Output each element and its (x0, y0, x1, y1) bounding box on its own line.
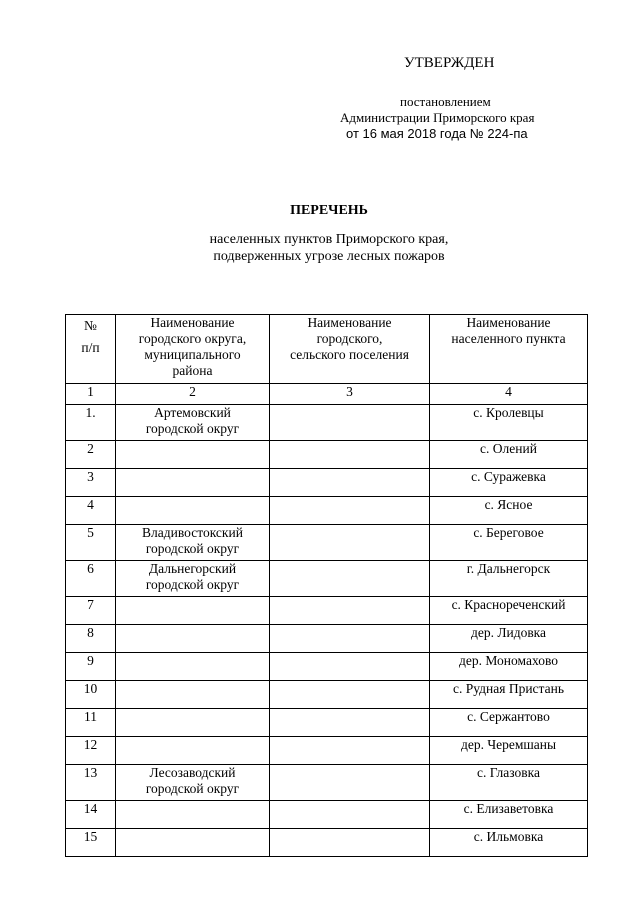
header-place (430, 315, 588, 384)
district-name-line: Дальнегорский (148, 561, 237, 576)
header-line: городского, (316, 331, 383, 346)
district-cell (116, 829, 270, 857)
district-name-line: Лесозаводский (149, 765, 236, 780)
table-row (66, 525, 588, 561)
settlement-cell (270, 653, 430, 681)
district-name-line: Артемовский (154, 405, 231, 420)
header-line: п/п (81, 340, 100, 355)
table-row (66, 801, 588, 829)
district-cell (116, 441, 270, 469)
place-cell: с. Ильмовка (430, 829, 588, 857)
district-name-line: Владивостокский (142, 525, 243, 540)
district-cell (116, 709, 270, 737)
header-district (116, 315, 270, 384)
table-row (66, 497, 588, 525)
settlement-cell (270, 681, 430, 709)
district-cell (116, 801, 270, 829)
header-line: сельского поселения (290, 347, 409, 362)
column-number: 1 (66, 384, 116, 405)
approved-stamp: УТВЕРЖДЕН (404, 55, 495, 71)
district-name-line: городской округ (145, 541, 240, 556)
settlement-cell (270, 709, 430, 737)
table-row (66, 625, 588, 653)
district-cell (116, 597, 270, 625)
place-cell: дер. Мономахово (430, 653, 588, 681)
place-cell: г. Дальнегорск (430, 561, 588, 597)
place-cell: дер. Лидовка (430, 625, 588, 653)
row-number: 4 (66, 497, 116, 525)
table-body (66, 405, 588, 857)
table-header-row (66, 315, 588, 384)
place-cell: с. Кролевцы (430, 405, 588, 441)
header-line: района (172, 363, 213, 378)
district-cell (116, 497, 270, 525)
column-number: 3 (270, 384, 430, 405)
place-cell: с. Краснореченский (430, 597, 588, 625)
document-subtitle-line-1: населенных пунктов Приморского края, (209, 232, 449, 247)
header-line: Наименование (307, 315, 392, 330)
district-cell (116, 625, 270, 653)
table-row (66, 709, 588, 737)
settlement-cell (270, 597, 430, 625)
place-cell: с. Глазовка (430, 765, 588, 801)
header-line: Наименование (466, 315, 551, 330)
column-number: 4 (430, 384, 588, 405)
row-number: 5 (66, 525, 116, 561)
district-name-line: городской округ (145, 421, 240, 436)
header-settlement (270, 315, 430, 384)
column-number-row (66, 384, 588, 405)
table-row (66, 829, 588, 857)
table-row (66, 561, 588, 597)
header-line: Наименование (150, 315, 235, 330)
row-number: 15 (66, 829, 116, 857)
table-row (66, 653, 588, 681)
place-cell: с. Суражевка (430, 469, 588, 497)
table-row (66, 765, 588, 801)
settlement-cell (270, 801, 430, 829)
row-number: 13 (66, 765, 116, 801)
place-cell: с. Рудная Пристань (430, 681, 588, 709)
district-cell (116, 561, 270, 597)
header-line: населенного пункта (451, 331, 566, 346)
place-cell: с. Елизаветовка (430, 801, 588, 829)
district-cell (116, 469, 270, 497)
settlement-cell (270, 497, 430, 525)
place-cell: дер. Черемшаны (430, 737, 588, 765)
settlement-cell (270, 829, 430, 857)
settlement-cell (270, 625, 430, 653)
place-cell: с. Олений (430, 441, 588, 469)
row-number: 14 (66, 801, 116, 829)
header-line: № (84, 318, 97, 333)
table-row (66, 681, 588, 709)
district-cell (116, 737, 270, 765)
header-line: муниципального (144, 347, 241, 362)
header-number (66, 315, 116, 384)
administration-line: Администрации Приморского края (340, 110, 535, 125)
district-cell (116, 405, 270, 441)
settlement-cell (270, 405, 430, 441)
column-number: 2 (116, 384, 270, 405)
row-number: 9 (66, 653, 116, 681)
row-number: 11 (66, 709, 116, 737)
settlement-cell (270, 765, 430, 801)
place-cell: с. Сержантово (430, 709, 588, 737)
header-line: городского округа, (138, 331, 247, 346)
row-number: 12 (66, 737, 116, 765)
settlements-table (65, 314, 588, 857)
row-number: 8 (66, 625, 116, 653)
row-number: 7 (66, 597, 116, 625)
row-number: 10 (66, 681, 116, 709)
table-row (66, 441, 588, 469)
district-cell (116, 681, 270, 709)
table-row (66, 405, 588, 441)
district-cell (116, 765, 270, 801)
settlement-cell (270, 441, 430, 469)
district-cell (116, 525, 270, 561)
document-title: ПЕРЕЧЕНЬ (290, 203, 368, 218)
row-number: 3 (66, 469, 116, 497)
district-cell (116, 653, 270, 681)
row-number: 2 (66, 441, 116, 469)
by-decree-line: постановлением (400, 94, 491, 109)
district-name-line: городской округ (145, 577, 240, 592)
settlement-cell (270, 469, 430, 497)
decree-date-line: от 16 мая 2018 года № 224-па (346, 126, 528, 141)
place-cell: с. Береговое (430, 525, 588, 561)
settlement-cell (270, 525, 430, 561)
table-row (66, 469, 588, 497)
district-name-line: городской округ (145, 781, 240, 796)
document-subtitle-line-2: подверженных угрозе лесных пожаров (213, 249, 445, 264)
row-number: 6 (66, 561, 116, 597)
settlement-cell (270, 737, 430, 765)
table-row (66, 597, 588, 625)
settlement-cell (270, 561, 430, 597)
place-cell: с. Ясное (430, 497, 588, 525)
row-number: 1. (66, 405, 116, 441)
table-row (66, 737, 588, 765)
